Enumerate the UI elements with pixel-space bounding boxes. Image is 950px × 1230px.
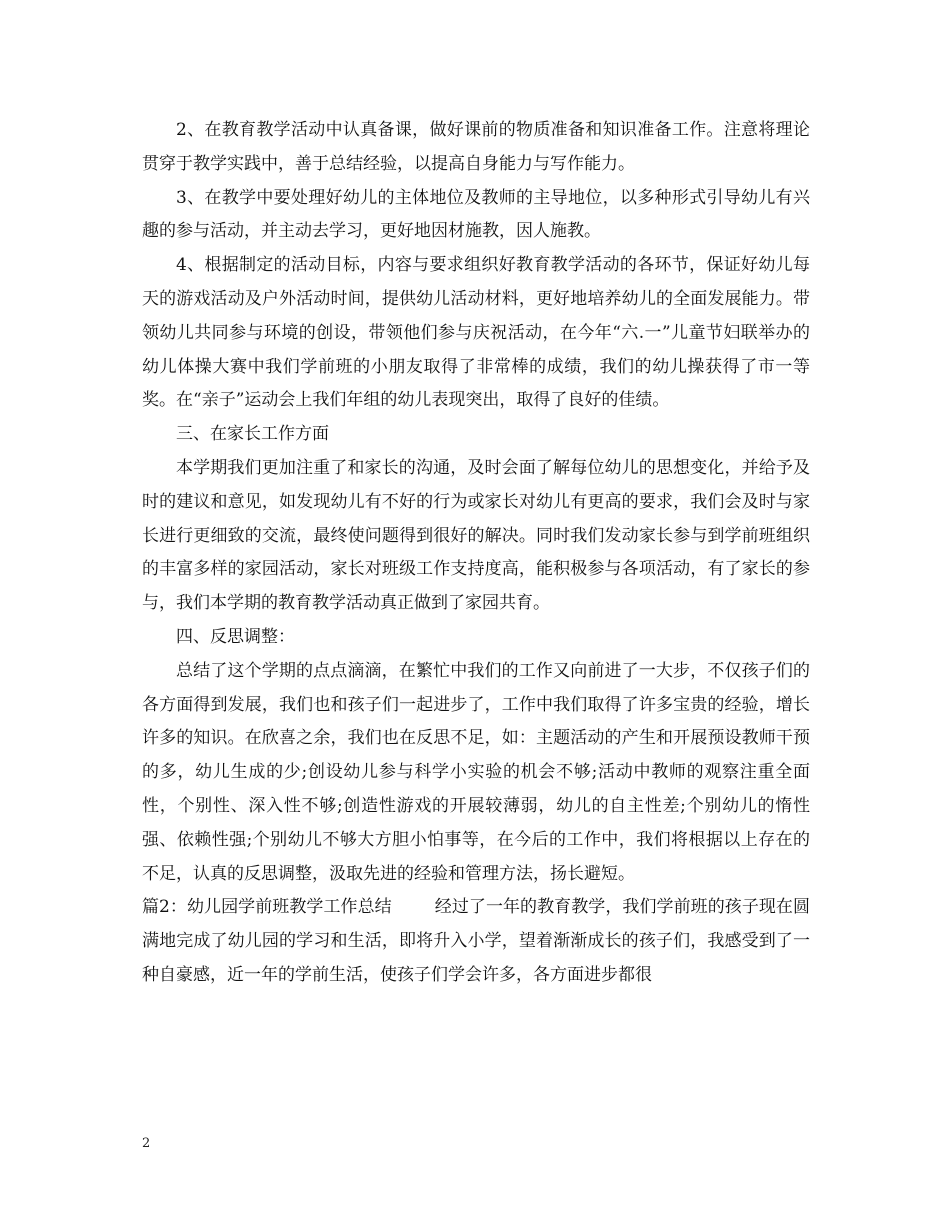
document-body: [142, 114, 810, 993]
paragraph-lesson-prep: 2、在教育教学活动中认真备课，做好课前的物质准备和知识准备工作。注意将理论贯穿于教学实践中，善于总结经验，以提高自身能力与写作能力。: [142, 120, 810, 174]
paragraph-reflection: 总结了这个学期的点点滴滴，在繁忙中我们的工作又向前进了一大步，不仅孩子们的各方面得到发展，我们也和孩子们一起进步了，工作中我们取得了许多宝贵的经验，增长许多的知识。在欣喜之余，我们也在反思不足，如：主题活动的产生和开展预设教师干预的多，幼儿生成的少;创设幼儿参与科学小实验的机会不够;活动中教师的观察注重全面性，个别性、深入性不够;创造性游戏的开展较薄弱，幼儿的自主性差;个别幼儿的惰性强、依赖性强;个别幼儿不够大方胆小怕事等，在今后的工作中，我们将根据以上存在的不足，认真的反思调整，汲取先进的经验和管理方法，扬长避短。: [142, 660, 810, 884]
section-heading: 篇2：幼儿园学前班教学工作总结: [142, 897, 392, 918]
section-text: 经过了一年的教育教学，我们学前班的孩子现在圆满地完成了幼儿园的学习和生活，即将升入小学，望着渐渐成长的孩子们，我感受到了一种自豪感，近一年的学前生活，使孩子们学会许多，各方面进步都很: [142, 897, 810, 985]
paragraph-activity-goals: 4、根据制定的活动目标，内容与要求组织好教育教学活动的各环节，保证好幼儿每天的游戏活动及户外活动时间，提供幼儿活动材料，更好地培养幼儿的全面发展能力。带领幼儿共同参与环境的创设，带领他们参与庆祝活动，在今年“六.一”儿童节妇联举办的幼儿体操大赛中我们学前班的小朋友取得了非常棒的成绩，我们的幼儿操获得了市一等奖。在“亲子”运动会上我们年组的幼儿表现突出，取得了良好的佳绩。: [142, 255, 810, 411]
paragraph-parent-communication: 本学期我们更加注重了和家长的沟通，及时会面了解每位幼儿的思想变化，并给予及时的建议和意见，如发现幼儿有不好的行为或家长对幼儿有更高的要求，我们会及时与家长进行更细致的交流，最终使问题得到很好的解决。同时我们发动家长参与到学前班组织的丰富多样的家园活动，家长对班级工作支持度高，能积极参与各项活动，有了家长的参与，我们本学期的教育教学活动真正做到了家园共育。: [142, 457, 810, 614]
section-paragraph: [142, 891, 810, 992]
paragraph-child-subject: 3、在教学中要处理好幼儿的主体地位及教师的主导地位，以多种形式引导幼儿有兴趣的参与活动，并主动去学习，更好地因材施教，因人施教。: [142, 187, 810, 242]
heading-reflection: 四、反思调整：: [176, 626, 295, 647]
page-number: 2: [142, 1136, 151, 1151]
heading-parent-work: 三、在家长工作方面: [176, 424, 329, 445]
